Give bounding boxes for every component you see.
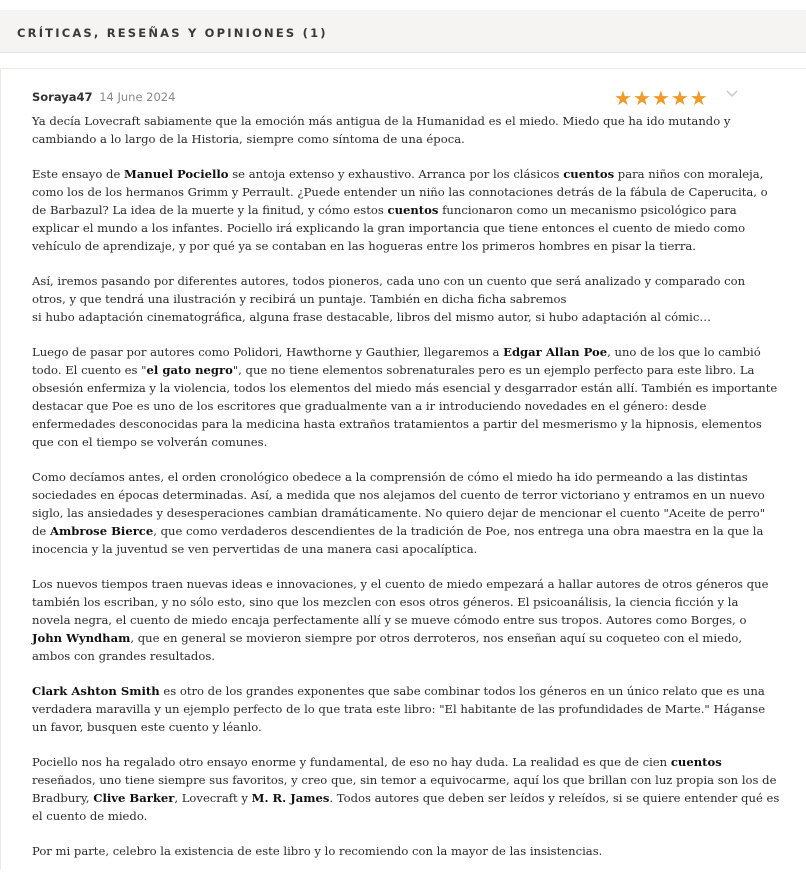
review-paragraph	[32, 682, 780, 736]
review-text: Ya decía Lovecraft sabiamente que la emoción más antigua de la Humanidad es el miedo. Miedo que ha ido mutando y cambiando a lo largo de la Historia, siempre como síntoma de una época.	[32, 114, 731, 146]
emphasis-text: M. R. James	[251, 791, 330, 805]
review-text: si hubo adaptación cinematográfica, alguna frase destacable, libros del mismo autor, si hubo adaptación al cómic…	[32, 310, 711, 324]
review-meta	[32, 90, 175, 104]
review-author[interactable]: Soraya47	[32, 90, 93, 104]
review-paragraph	[32, 165, 780, 255]
review-text: , uno de los que lo cambió todo. El cuento es "	[32, 345, 761, 377]
emphasis-text: cuentos	[387, 203, 439, 217]
review-text: Los nuevos tiempos traen nuevas ideas e innovaciones, y el cuento de miedo empezará a hallar autores de otros géneros que también los escriban, y no sólo esto, sino que los mezclen con esos otros géneros. El psicoanálisis, la ciencia ficción y la novela negra, el cuento de miedo encaja perfectamente allí y se mueve cómodo entre sus tropos. Autores como Borges, o	[32, 577, 769, 627]
review-text: Este ensayo de	[32, 167, 124, 181]
section-title: CRÍTICAS, RESEÑAS Y OPINIONES (1)	[17, 26, 328, 40]
review-paragraph	[32, 112, 780, 148]
star-icon: ★	[614, 86, 632, 110]
review-text: Luego de pasar por autores como Polidori, Hawthorne y Gauthier, llegaremos a	[32, 345, 504, 359]
emphasis-text: Clive Barker	[93, 791, 175, 805]
review-text: . Todos autores que deben ser leídos y releídos, si se quiere entender qué es el cuento de miedo.	[32, 791, 780, 823]
review-text: , que en general se movieron siempre por otros derroteros, nos enseñan aquí su coqueteo con el miedo, ambos con grandes resultados.	[32, 631, 743, 663]
review-text: , que como verdaderos descendientes de la tradición de Poe, nos entrega una obra maestra en la que la inocencia y la juventud se ven pervertidas de una manera casi apocalíptica.	[32, 524, 764, 556]
review-body	[32, 112, 780, 877]
review-paragraph	[32, 343, 780, 451]
review-text: Por mi parte, celebro la existencia de este libro y lo recomiendo con la mayor de las insistencias.	[32, 844, 603, 858]
review-paragraph	[32, 272, 780, 326]
review-paragraph	[32, 575, 780, 665]
review-text: reseñados, uno tiene siempre sus favoritos, y creo que, sin temor a equivocarme, aquí los que brillan con luz propia son los de Bradbury,	[32, 773, 777, 805]
star-icon: ★	[670, 86, 689, 110]
review-date: 14 June 2024	[99, 90, 176, 104]
emphasis-text: Edgar Allan Poe	[503, 345, 608, 359]
emphasis-text: Ambrose Bierce	[49, 524, 154, 538]
star-icon: ★	[689, 86, 708, 110]
review-text: se antoja extenso y exhaustivo. Arranca por los clásicos	[228, 167, 564, 181]
review-paragraph	[32, 842, 780, 860]
emphasis-text: cuentos	[670, 755, 722, 769]
review-text: para niños con moraleja, como los de los hermanos Grimm y Perrault. ¿Puede entender un niño las connotaciones detrás de la fábula de Caperucita, o de Barbazul? La idea de la muerte y la finitud, y cómo estos	[32, 167, 768, 217]
review-text: ", que no tiene elementos sobrenaturales pero es un ejemplo perfecto para este libro. La obsesión enfermiza y la violencia, todos los elementos del miedo más esencial y desgarrador están allí. También es importante destacar que Poe es uno de los escritores que gradualmente van a ir introduciendo novedades en el género: desde enfermedades desconocidas para la medicina hasta extraños tratamientos a partir del mesmerismo y la hipnosis, elementos que con el tiempo se volverán comunes.	[32, 363, 778, 449]
review-text: es otro de los grandes exponentes que sabe combinar todos los géneros en un único relato que es una verdadera maravilla y un ejemplo perfecto de lo que trata este libro: "El habitante de las profundidades de Marte." Háganse un favor, busquen este cuento y léanlo.	[32, 684, 766, 734]
review-paragraph	[32, 753, 780, 825]
review-text: Como decíamos antes, el orden cronológico obedece a la comprensión de cómo el miedo ha ido permeando a las distintas sociedades en épocas determinadas. Así, a medida que nos alejamos del cuento de terror victoriano y entramos en un nuevo siglo, las ansiedades y desesperaciones cambian dramáticamente. No quiero dejar de mencionar el cuento "Aceite de perro" de	[32, 470, 766, 538]
emphasis-text: cuentos	[563, 167, 615, 181]
star-rating	[614, 88, 709, 108]
emphasis-text: Clark Ashton Smith	[32, 684, 160, 698]
review-paragraph	[32, 468, 780, 558]
section-header	[0, 10, 806, 53]
emphasis-text: el gato negro	[146, 363, 233, 377]
emphasis-text: John Wyndham	[32, 631, 131, 645]
review-text: Pociello nos ha regalado otro ensayo enorme y fundamental, de eso no hay duda. La realidad es que de cien	[32, 755, 671, 769]
star-icon: ★	[632, 86, 651, 110]
chevron-down-icon[interactable]	[725, 87, 739, 99]
review-text: Así, iremos pasando por diferentes autores, todos pioneros, cada uno con un cuento que será analizado y comparado con otros, y que tendrá una ilustración y recibirá un puntaje. También en dicha ficha sabremos	[32, 274, 746, 306]
star-icon: ★	[651, 86, 670, 110]
review-text: , Lovecraft y	[174, 791, 252, 805]
review-text: funcionaron como un mecanismo psicológico para explicar el mundo a los infantes. Pociello irá explicando la gran importancia que tiene entonces el cuento de miedo como vehículo de aprendizaje, y por qué ya se contaban en las hogueras entre los primeros hombres en pisar la tierra.	[32, 203, 746, 253]
emphasis-text: Manuel Pociello	[124, 167, 229, 181]
